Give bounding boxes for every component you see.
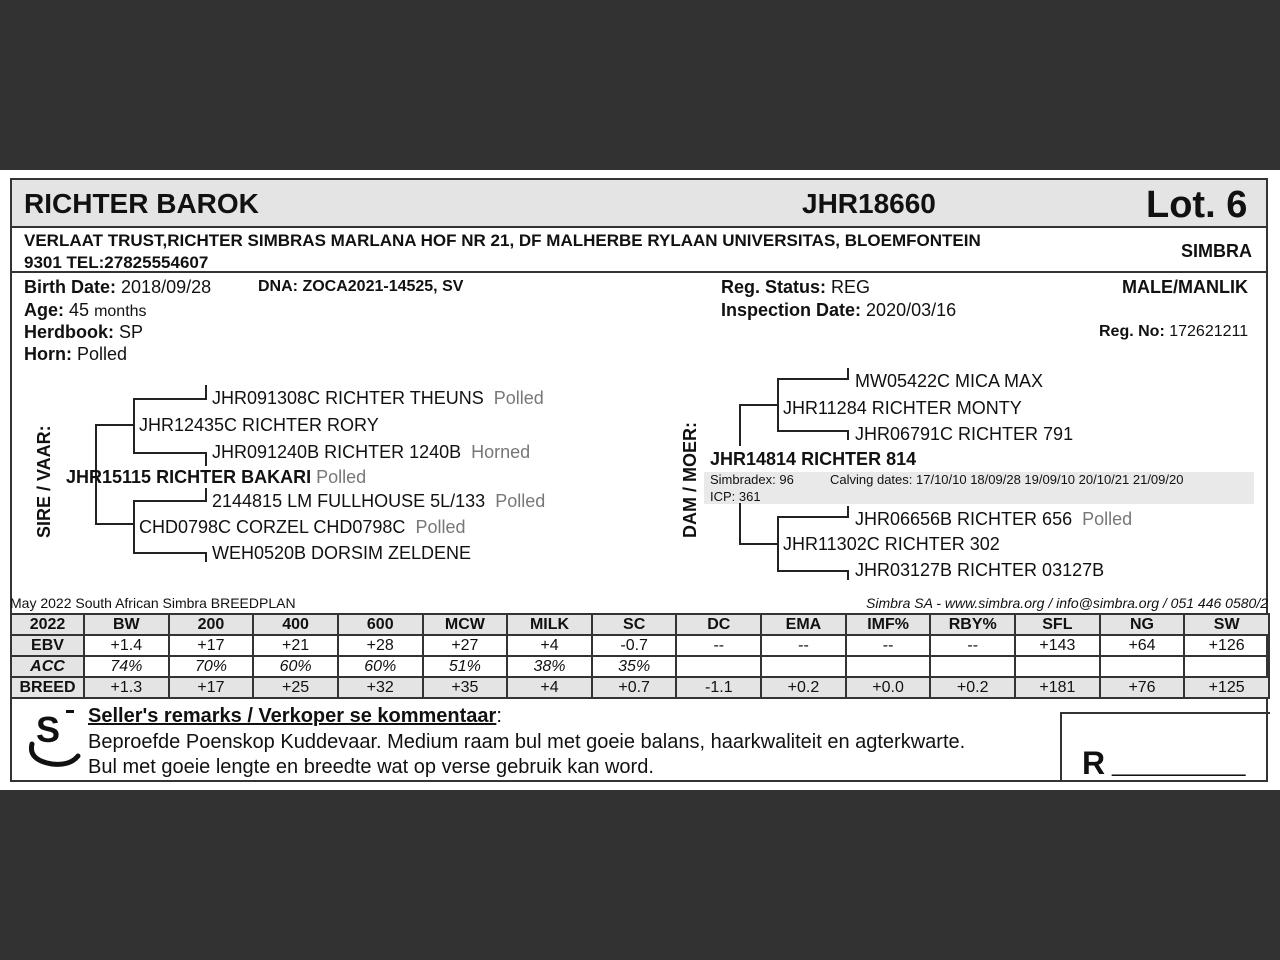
sire-sire-sire: JHR091308C RICHTER THEUNS Polled: [212, 388, 544, 408]
ebv-header-cell: 400: [253, 614, 338, 635]
breed-cell: +0.2: [761, 677, 846, 698]
ebv-cell: +17: [169, 635, 254, 656]
price-box-top: [1060, 712, 1270, 714]
breed-cell: +1.3: [84, 677, 169, 698]
breed-cell: +0.7: [592, 677, 677, 698]
dam-dam: JHR11302C RICHTER 302: [783, 534, 1000, 554]
horn-label: Horn:: [24, 344, 72, 364]
breed-cell: +17: [169, 677, 254, 698]
ebv-header-cell: SC: [592, 614, 677, 635]
age-value: 45: [69, 300, 90, 320]
simbra-logo-icon: [22, 704, 84, 770]
ebv-cell: -0.7: [592, 635, 677, 656]
breed-cell: +4: [507, 677, 592, 698]
inspection-value: 2020/03/16: [866, 300, 957, 320]
age: [24, 300, 147, 321]
dna-info: DNA: ZOCA2021-14525, SV: [258, 278, 464, 295]
dam-dam-dam: JHR03127B RICHTER 03127B: [855, 560, 1105, 580]
sire-sire: JHR12435C RICHTER RORY: [139, 415, 379, 435]
reg-status-label: Reg. Status:: [721, 277, 827, 297]
ebv-header-cell: IMF%: [846, 614, 931, 635]
sire-name: JHR15115 RICHTER BAKARI Polled: [66, 467, 367, 487]
reg-status-value: REG: [831, 277, 871, 297]
breed-cell: +0.0: [846, 677, 931, 698]
breed-cell: +181: [1015, 677, 1100, 698]
owner-line-1: VERLAAT TRUST,RICHTER SIMBRAS MARLANA HOF NR 21, DF MALHERBE RYLAAN UNIVERSITAS, BLOEMFONTEIN: [24, 231, 981, 250]
inspection-date: [721, 300, 956, 321]
horn-value: Polled: [77, 344, 128, 364]
acc-cell: [1184, 656, 1269, 677]
breed-cell: -1.1: [676, 677, 761, 698]
dam-sire: JHR11284 RICHTER MONTY: [783, 398, 1022, 418]
herdbook: [24, 322, 143, 343]
acc-cell: 51%: [423, 656, 508, 677]
acc-cell: [676, 656, 761, 677]
ebv-cell: +143: [1015, 635, 1100, 656]
remarks-line-2: Bul met goeie lengte en breedte wat op verse gebruik kan word.: [88, 756, 654, 778]
sex-label: MALE/MANLIK: [1122, 277, 1248, 297]
acc-cell: 35%: [592, 656, 677, 677]
sire-dam-sire: 2144815 LM FULLHOUSE 5L/133 Polled: [212, 491, 546, 511]
dam-name: JHR14814 RICHTER 814: [710, 449, 917, 469]
reg-no-value: 172621211: [1169, 323, 1249, 340]
acc-cell: 74%: [84, 656, 169, 677]
dam-dam-sire: JHR06656B RICHTER 656 Polled: [855, 509, 1133, 529]
ebv-cell: +4: [507, 635, 592, 656]
breed-cell: +32: [338, 677, 423, 698]
dam-icp: ICP: 361: [710, 489, 761, 504]
breed-cell: +0.2: [930, 677, 1015, 698]
ebv-header-cell: 200: [169, 614, 254, 635]
reg-no: [1099, 323, 1248, 341]
ebv-header-cell: NG: [1100, 614, 1185, 635]
dam-simbradex: Simbradex: 96: [710, 472, 794, 487]
dam-tree-line: [739, 404, 741, 446]
animal-id: JHR18660: [802, 188, 936, 219]
ebv-cell: +1.4: [84, 635, 169, 656]
reg-no-label: Reg. No:: [1099, 323, 1165, 340]
ebv-header-cell: SW: [1184, 614, 1269, 635]
lot-card: [0, 170, 1280, 790]
acc-cell: 60%: [253, 656, 338, 677]
age-label: Age:: [24, 300, 64, 320]
age-unit: months: [94, 303, 147, 320]
sire-sire-dam: JHR091240B RICHTER 1240B Horned: [212, 442, 531, 462]
ebv-header-cell: MILK: [507, 614, 592, 635]
acc-cell: [846, 656, 931, 677]
dam-sire-dam: JHR06791C RICHTER 791: [855, 424, 1074, 444]
price-box-side: [1060, 712, 1062, 782]
animal-name: RICHTER BAROK: [24, 188, 259, 219]
ebv-cell: --: [846, 635, 931, 656]
sire-dam: CHD0798C CORZEL CHD0798C Polled: [139, 517, 466, 537]
lot-number: Lot. 6: [1146, 184, 1248, 226]
dam-calving-dates: Calving dates: 17/10/10 18/09/28 19/09/10 20/10/21 21/09/20: [830, 472, 1184, 487]
breed-label: SIMBRA: [1181, 241, 1252, 261]
ebv-header-cell: MCW: [423, 614, 508, 635]
ebv-header-cell: SFL: [1015, 614, 1100, 635]
breed-row-label: BREED: [11, 677, 84, 698]
breed-row: [11, 677, 1269, 698]
price-label: R: [1082, 745, 1106, 781]
herdbook-value: SP: [119, 322, 144, 342]
remarks-title: Seller's remarks / Verkoper se kommentaar:: [88, 705, 502, 727]
breedplan-caption: May 2022 South African Simbra BREEDPLAN: [10, 595, 296, 611]
ebv-row-label: EBV: [11, 635, 84, 656]
breedplan-contact: Simbra SA - www.simbra.org / info@simbra.org / 051 446 0580/2: [866, 595, 1268, 611]
breed-cell: +125: [1184, 677, 1269, 698]
sire-side-label: SIRE / VAAR:: [34, 425, 54, 538]
reg-status: [721, 277, 870, 298]
owner-line-2: 9301 TEL:27825554607: [24, 253, 209, 272]
ebv-cell: +21: [253, 635, 338, 656]
ebv-cell: +126: [1184, 635, 1269, 656]
ebv-row: [11, 635, 1269, 656]
ebv-cell: +27: [423, 635, 508, 656]
logo-letter: S: [36, 709, 61, 750]
birth-date: [24, 277, 211, 298]
acc-cell: [1015, 656, 1100, 677]
ebv-cell: --: [930, 635, 1015, 656]
birth-date-label: Birth Date:: [24, 277, 117, 297]
ebv-header-cell: BW: [84, 614, 169, 635]
dam-side-label: DAM / MOER:: [680, 422, 700, 538]
ebv-cell: --: [676, 635, 761, 656]
herdbook-label: Herdbook:: [24, 322, 114, 342]
ebv-header-cell: EMA: [761, 614, 846, 635]
acc-row: [11, 656, 1269, 677]
acc-cell: [761, 656, 846, 677]
ebv-header-cell: 600: [338, 614, 423, 635]
ebv-header-cell: 2022: [11, 614, 84, 635]
inspection-label: Inspection Date:: [721, 300, 862, 320]
acc-cell: 60%: [338, 656, 423, 677]
price-field[interactable]: __________: [1112, 750, 1246, 777]
dam-sire-sire: MW05422C MICA MAX: [855, 371, 1044, 391]
horn: [24, 344, 127, 365]
birth-date-value: 2018/09/28: [121, 277, 212, 297]
acc-cell: [1100, 656, 1185, 677]
sire-dam-dam: WEH0520B DORSIM ZELDENE: [212, 543, 472, 563]
breed-cell: +76: [1100, 677, 1185, 698]
ebv-cell: +28: [338, 635, 423, 656]
ebv-cell: --: [761, 635, 846, 656]
acc-cell: [930, 656, 1015, 677]
breed-cell: +25: [253, 677, 338, 698]
ebv-header-row: [11, 614, 1269, 635]
breed-cell: +35: [423, 677, 508, 698]
ebv-table: [10, 613, 1270, 699]
acc-row-label: ACC: [11, 656, 84, 677]
acc-cell: 70%: [169, 656, 254, 677]
ebv-cell: +64: [1100, 635, 1185, 656]
ebv-header-cell: DC: [676, 614, 761, 635]
remarks-line-1: Beproefde Poenskop Kuddevaar. Medium raam bul met goeie balans, haarkwaliteit en agterkwarte.: [88, 731, 966, 753]
ebv-header-cell: RBY%: [930, 614, 1015, 635]
acc-cell: 38%: [507, 656, 592, 677]
